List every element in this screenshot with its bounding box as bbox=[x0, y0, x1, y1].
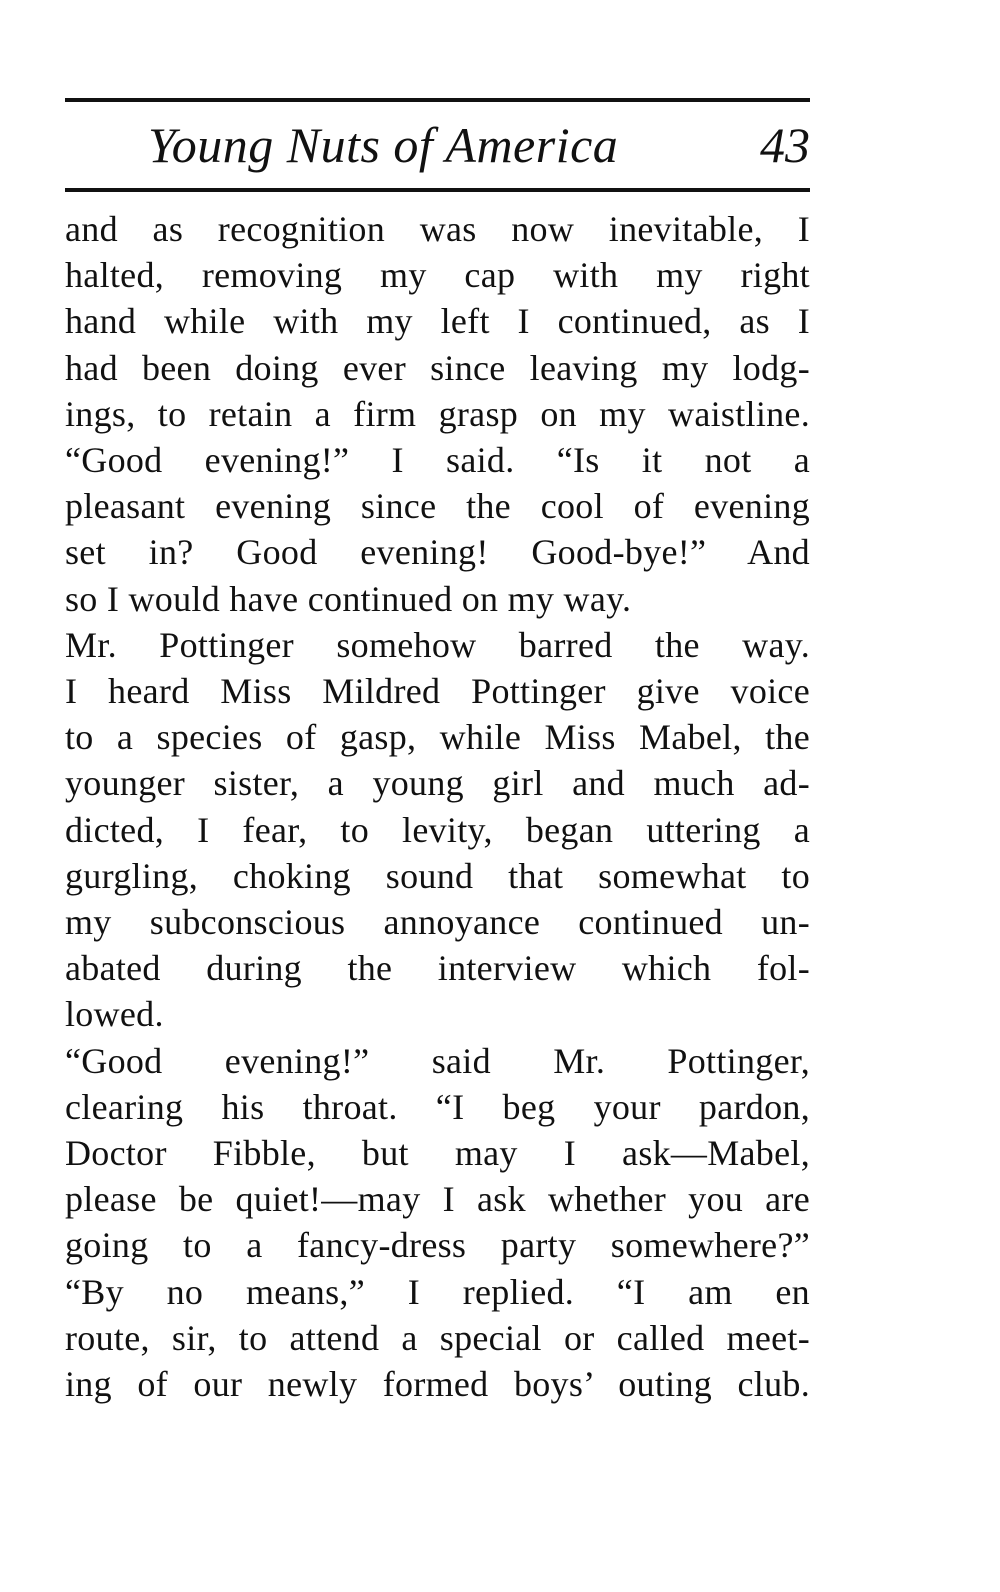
text-line: ing of our newly formed boys’ outing club. bbox=[65, 1364, 810, 1405]
text-line: to a species of gasp, while Miss Mabel, the bbox=[65, 717, 810, 758]
text-line: ings, to retain a firm grasp on my waistline. bbox=[65, 393, 810, 434]
text-line: gurgling, choking sound that somewhat to bbox=[65, 855, 810, 896]
text-line: and as recognition was now inevitable, I bbox=[65, 209, 810, 249]
text-line: Doctor Fibble, but may I ask—Mabel, bbox=[65, 1133, 810, 1174]
text-line: route, sir, to attend a special or called meet- bbox=[65, 1317, 810, 1358]
text-line: younger sister, a young girl and much ad- bbox=[65, 763, 810, 804]
text-line: Mr. Pottinger somehow barred the way. bbox=[65, 624, 810, 665]
text-line: I heard Miss Mildred Pottinger give voice bbox=[65, 671, 810, 712]
text-line: “Good evening!” I said. “Is it not a bbox=[65, 440, 810, 481]
header-rule-top bbox=[65, 98, 810, 102]
text-line: had been doing ever since leaving my lodg- bbox=[65, 347, 810, 388]
text-line: dicted, I fear, to levity, began uttering a bbox=[65, 809, 810, 850]
text-line: going to a fancy-dress party somewhere?” bbox=[65, 1225, 810, 1266]
text-line: so I would have continued on my way. bbox=[65, 578, 632, 619]
text-line: set in? Good evening! Good-bye!” And bbox=[65, 532, 810, 573]
text-line: halted, removing my cap with my right bbox=[65, 255, 810, 296]
body-text bbox=[65, 206, 810, 1407]
text-line: “By no means,” I replied. “I am en bbox=[65, 1271, 810, 1312]
text-line: please be quiet!—may I ask whether you are bbox=[65, 1179, 810, 1220]
page-number: 43 bbox=[760, 117, 810, 173]
text-line: clearing his throat. “I beg your pardon, bbox=[65, 1086, 810, 1127]
text-line: “Good evening!” said Mr. Pottinger, bbox=[65, 1040, 810, 1081]
text-line: lowed. bbox=[65, 994, 164, 1035]
text-line: hand while with my left I continued, as I bbox=[65, 301, 810, 342]
text-line: my subconscious annoyance continued un- bbox=[65, 902, 810, 943]
running-head-title: Young Nuts of America bbox=[148, 117, 619, 173]
header-rule-bottom bbox=[65, 188, 810, 192]
running-head bbox=[148, 110, 810, 180]
text-line: abated during the interview which fol- bbox=[65, 948, 810, 989]
text-line: pleasant evening since the cool of evening bbox=[65, 486, 810, 527]
